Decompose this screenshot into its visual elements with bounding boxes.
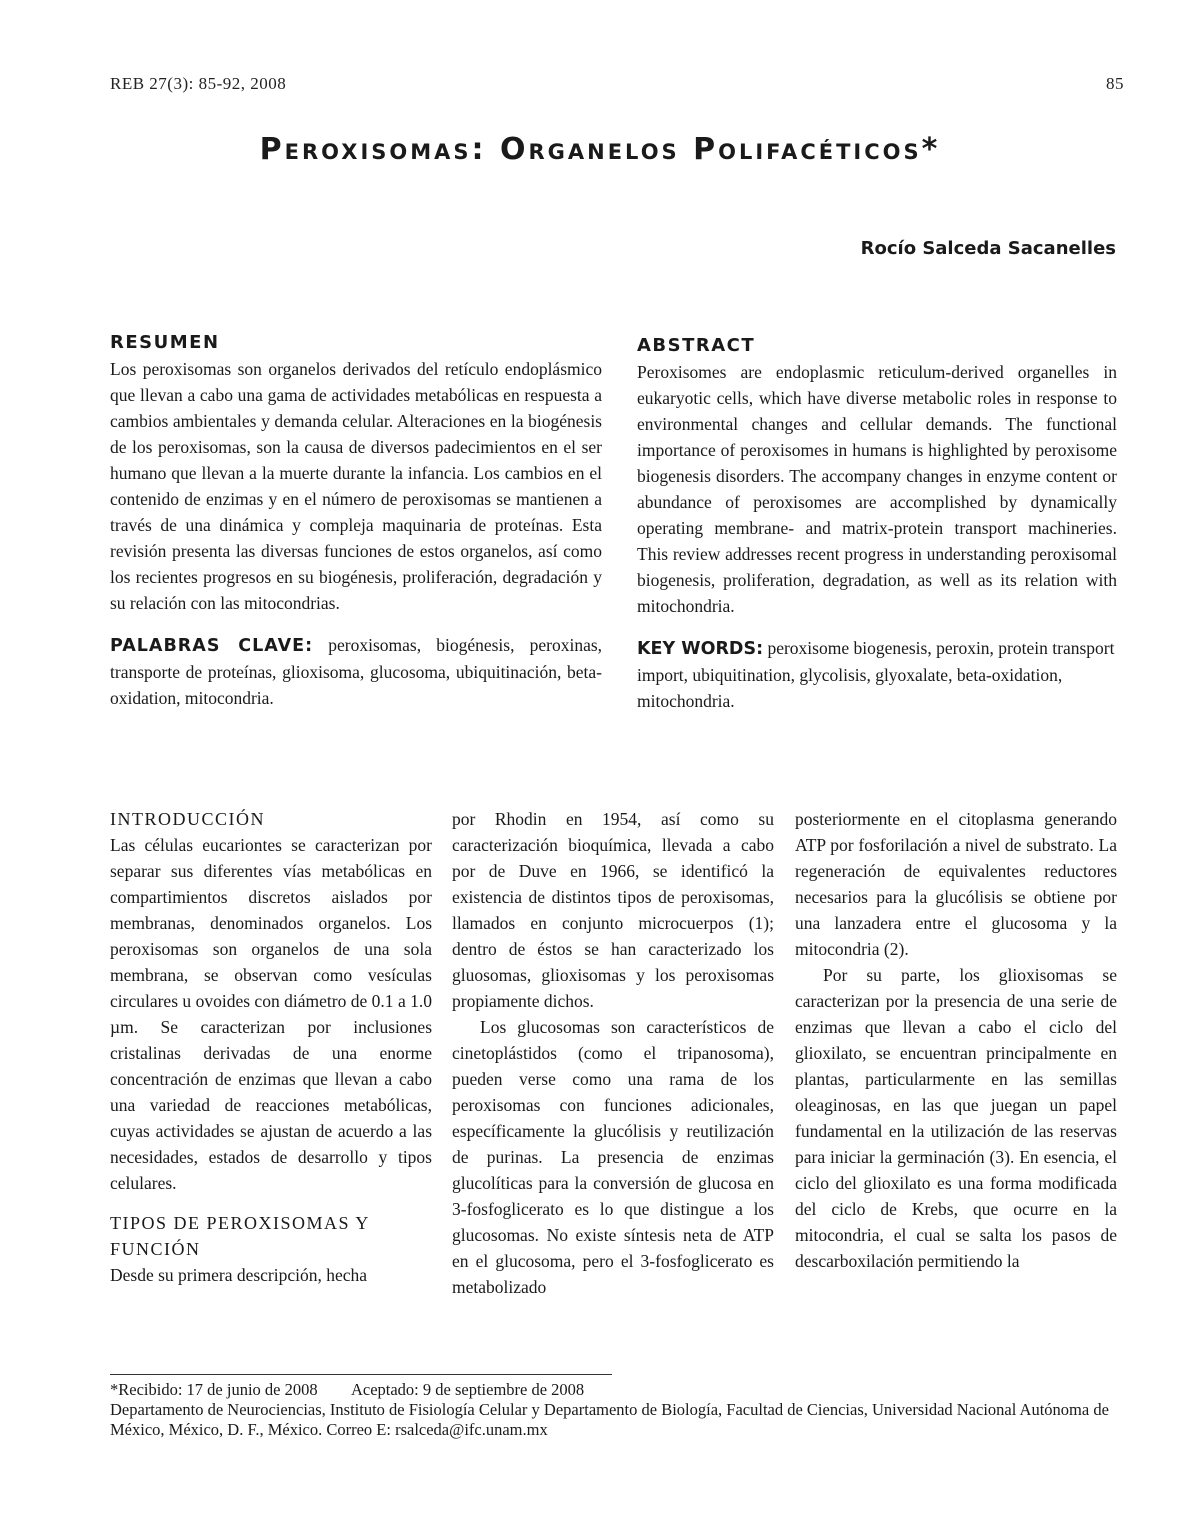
footnote-affiliation: Departamento de Neurociencias, Instituto de Fisiología Celular y Departamento de Biología, Facultad de Ciencias, Universidad Nacional Autónoma de México, México, D. F., México. Correo E: rsalceda@ifc.unam.mx xyxy=(110,1400,1109,1439)
col2-paragraph-1: por Rhodin en 1954, así como su caracterización bioquímica, llevada a cabo por de Duve en 1966, se identificó la existencia de distintos tipos de peroxisomas, llamados en conjunto microcuerpos (1); dentro de éstos se han caracterizado los gluosomas, glioxisomas y los peroxisomas propiamente dichos. xyxy=(452,809,774,1011)
article-title: Peroxisomas: Organelos Polifacéticos* xyxy=(259,132,941,167)
abstract-text: Peroxisomes are endoplasmic reticulum-derived organelles in eukaryotic cells, which have diverse metabolic roles in response to environmental changes and cellular demands. The functional importance of peroxisomes in humans is highlighted by peroxisome biogenesis disorders. The accompany changes in enzyme content or abundance of peroxisomes are accomplished by dynamically operating membrane- and matrix-protein transport machineries. This review addresses recent progress in understanding peroxisomal biogenesis, proliferation, degradation, as well as its relation with mitochondria. xyxy=(637,362,1117,616)
footnote-accepted: Aceptado: 9 de septiembre de 2008 xyxy=(350,1380,585,1399)
body-column-2 xyxy=(452,806,774,1300)
running-header-journal: REB 27(3): 85-92, 2008 xyxy=(110,74,287,93)
tipos-heading: TIPOS DE PEROXISOMAS Y FUNCIÓN xyxy=(110,1213,370,1259)
resumen-section xyxy=(110,330,602,711)
resumen-keywords-label: PALABRAS CLAVE: xyxy=(110,636,314,656)
abstract-section xyxy=(637,333,1117,714)
tipos-text-start: Desde su primera descripción, hecha xyxy=(110,1265,368,1285)
footnote-received: *Recibido: 17 de junio de 2008 xyxy=(110,1380,318,1399)
resumen-heading: RESUMEN xyxy=(110,332,220,353)
body-column-3 xyxy=(795,806,1117,1274)
intro-text: Las células eucariontes se caracterizan por separar sus diferentes vías metabólicas en compartimientos discretos aislados por membranas, denominados organelos. Los peroxisomas son organelos de una sola membrana, se observan como vesículas circulares u ovoides con diámetro de 0.1 a 1.0 µm. Se caracterizan por inclusiones cristalinas derivadas de una enorme concentración de enzimas que llevan a cabo una variedad de reacciones metabólicas, cuyas actividades se ajustan de acuerdo a las necesidades, estados de desarrollo y tipos celulares. xyxy=(110,835,432,1193)
abstract-keywords xyxy=(637,635,1117,714)
resumen-keywords-text: peroxisomas, biogénesis, peroxinas, transporte de proteínas, glioxisoma, glucosoma, ubiquitinación, beta-oxidation, mitocondria. xyxy=(110,635,603,708)
abstract-keywords-text: peroxisome biogenesis, peroxin, protein transport import, ubiquitination, glycolisis, glyoxalate, beta-oxidation, mitochondria. xyxy=(637,638,1115,711)
footnote-divider xyxy=(110,1374,612,1375)
abstract-heading: ABSTRACT xyxy=(637,335,756,356)
footnote xyxy=(110,1380,1120,1440)
page-number: 85 xyxy=(1106,74,1124,93)
col2-paragraph-2: Los glucosomas son característicos de cinetoplástidos (como el tripanosoma), pueden verse como una rama de los peroxisomas con funciones adicionales, específicamente la glucólisis y reutilización de purinas. La presencia de enzimas glucolíticas para la conversión de glucosa en 3-fosfoglicerato es lo que distingue a los glucosomas. No existe síntesis neta de ATP en el glucosoma, pero el 3-fosfoglicerato es metabolizado xyxy=(452,1017,774,1297)
author-name: Rocío Salceda Sacanelles xyxy=(860,238,1116,259)
footnote-dates xyxy=(110,1380,1120,1400)
resumen-text: Los peroxisomas son organelos derivados del retículo endoplásmico que llevan a cabo una gama de actividades metabólicas en respuesta a cambios ambientales y demanda celular. Alteraciones en la biogénesis de los peroxisomas, son la causa de diversos padecimientos en el ser humano que llevan a la muerte durante la infancia. Los cambios en el contenido de enzimas y en el número de peroxisomas se mantienen a través de una dinámica y compleja maquinaria de proteínas. Esta revisión presenta las diversas funciones de estos organelos, así como los recientes progresos en su biogénesis, proliferación, degradación y su relación con las mitocondrias. xyxy=(110,359,602,613)
intro-heading: INTRODUCCIÓN xyxy=(110,809,265,829)
col3-paragraph-2: Por su parte, los glioxisomas se caracterizan por la presencia de una serie de enzimas que llevan a cabo el ciclo del glioxilato, se encuentran principalmente en plantas, particularmente en las semillas oleaginosas, en las que juegan un papel fundamental en la utilización de las reservas para iniciar la germinación (3). En esencia, el ciclo del glioxilato es una forma modificada del ciclo de Krebs, que ocurre en la mitocondria, el cual se salta los pasos de descarboxilación permitiendo la xyxy=(795,965,1117,1271)
body-column-1 xyxy=(110,806,432,1288)
col3-paragraph-1: posteriormente en el citoplasma generando ATP por fosforilación a nivel de substrato. La regeneración de equivalentes reductores necesarios para la glucólisis se obtiene por una lanzadera entre el glucosoma y la mitocondria (2). xyxy=(795,809,1117,959)
abstract-keywords-label: KEY WORDS: xyxy=(637,639,764,659)
resumen-keywords xyxy=(110,632,602,711)
